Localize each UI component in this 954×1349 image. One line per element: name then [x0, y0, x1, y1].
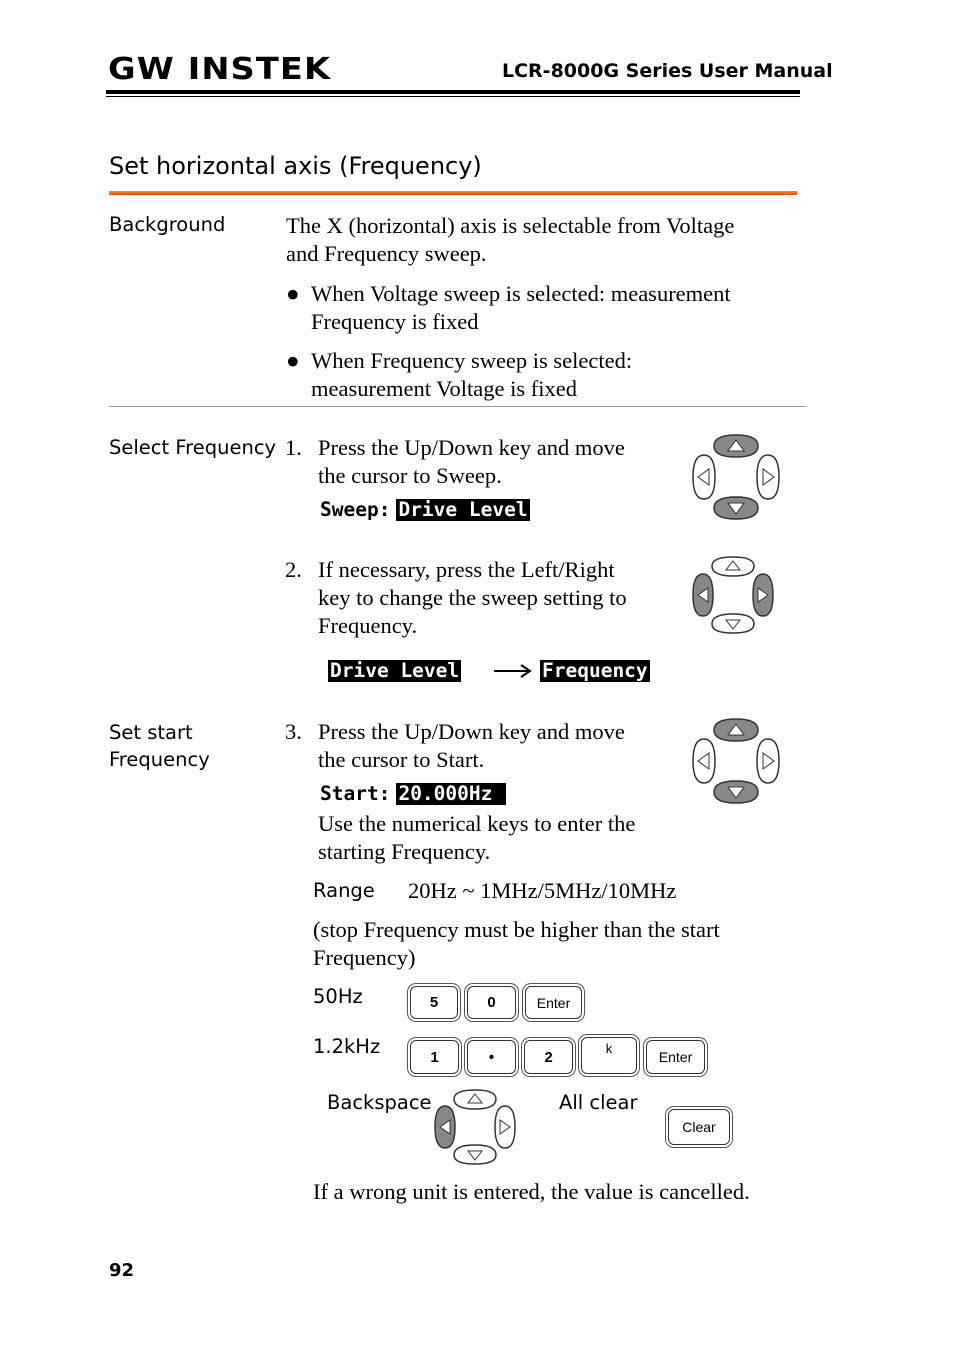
- lcd-start: [320, 782, 506, 805]
- range-value: 20Hz ~ 1MHz/5MHz/10MHz: [408, 878, 677, 903]
- lcd-transition-target: [540, 660, 650, 682]
- lcd-label: Sweep:: [320, 498, 391, 521]
- section-rule: [109, 191, 797, 195]
- stop-frequency-note: (stop Frequency must be higher than the start Frequency): [313, 917, 720, 970]
- manual-title: LCR-8000G Series User Manual: [502, 60, 833, 82]
- key-k[interactable]: k: [581, 1037, 637, 1074]
- step3-instructions: Use the numerical keys to enter the starting Frequency.: [318, 811, 636, 864]
- key-1[interactable]: 1: [410, 1040, 459, 1074]
- key-enter[interactable]: Enter: [646, 1040, 705, 1074]
- step-number: 2.: [285, 557, 302, 582]
- bullet-item: ●: [286, 281, 300, 306]
- key-enter[interactable]: Enter: [525, 986, 582, 1019]
- lcd-value-to: Frequency: [542, 659, 648, 682]
- select-frequency-label: Select Frequency: [109, 436, 277, 459]
- step3-text: Press the Up/Down key and move the cursor to Start.: [318, 719, 625, 772]
- step-number: 1.: [285, 435, 302, 460]
- page-number: 92: [109, 1260, 135, 1281]
- arrow-keys-up-down-icon: [690, 716, 782, 806]
- all-clear-label: All clear: [559, 1091, 638, 1114]
- lcd-label: Start:: [320, 782, 391, 805]
- arrow-keys-up-down-icon: [690, 432, 782, 522]
- key-2[interactable]: 2: [524, 1040, 573, 1074]
- wrong-unit-note: If a wrong unit is entered, the value is cancelled.: [313, 1179, 750, 1204]
- bullet-item: ●: [286, 348, 300, 373]
- step1-text: Press the Up/Down key and move the cursor to Sweep.: [318, 435, 625, 488]
- example-50hz-label: 50Hz: [313, 985, 363, 1008]
- step-number: 3.: [285, 719, 302, 744]
- divider: [109, 406, 806, 407]
- key-0[interactable]: 0: [467, 986, 516, 1019]
- brand-logo: GW INSTEK: [108, 52, 332, 87]
- lcd-sweep: [320, 498, 530, 521]
- background-label: Background: [109, 213, 226, 236]
- example-1-2khz-label: 1.2kHz: [313, 1035, 381, 1058]
- lcd-value: 20.000Hz: [398, 782, 505, 805]
- header-rule: [106, 90, 800, 94]
- bullet-text: When Voltage sweep is selected: measurement Frequency is fixed: [311, 281, 731, 334]
- arrow-keys-left-highlight-icon: [432, 1087, 518, 1167]
- backspace-label: Backspace: [327, 1091, 432, 1114]
- key-clear[interactable]: Clear: [668, 1109, 730, 1145]
- background-text: The X (horizontal) axis is selectable from Voltage and Frequency sweep.: [286, 213, 735, 266]
- step2-text: If necessary, press the Left/Right key to change the sweep setting to Frequency.: [318, 557, 627, 638]
- range-label: Range: [313, 879, 375, 902]
- set-start-label: Set start Frequency: [109, 721, 210, 771]
- lcd-value-from: Drive Level: [330, 659, 460, 682]
- header-rule-thin: [106, 96, 800, 97]
- section-title: Set horizontal axis (Frequency): [109, 152, 482, 180]
- arrow-keys-left-right-icon: [690, 554, 776, 636]
- key-5[interactable]: 5: [410, 986, 458, 1019]
- lcd-transition: [328, 660, 461, 682]
- lcd-value: Drive Level: [398, 498, 528, 521]
- arrow-right-icon: [493, 662, 533, 680]
- key-decimal[interactable]: •: [467, 1040, 516, 1074]
- bullet-text: When Frequency sweep is selected: measurement Voltage is fixed: [311, 348, 633, 401]
